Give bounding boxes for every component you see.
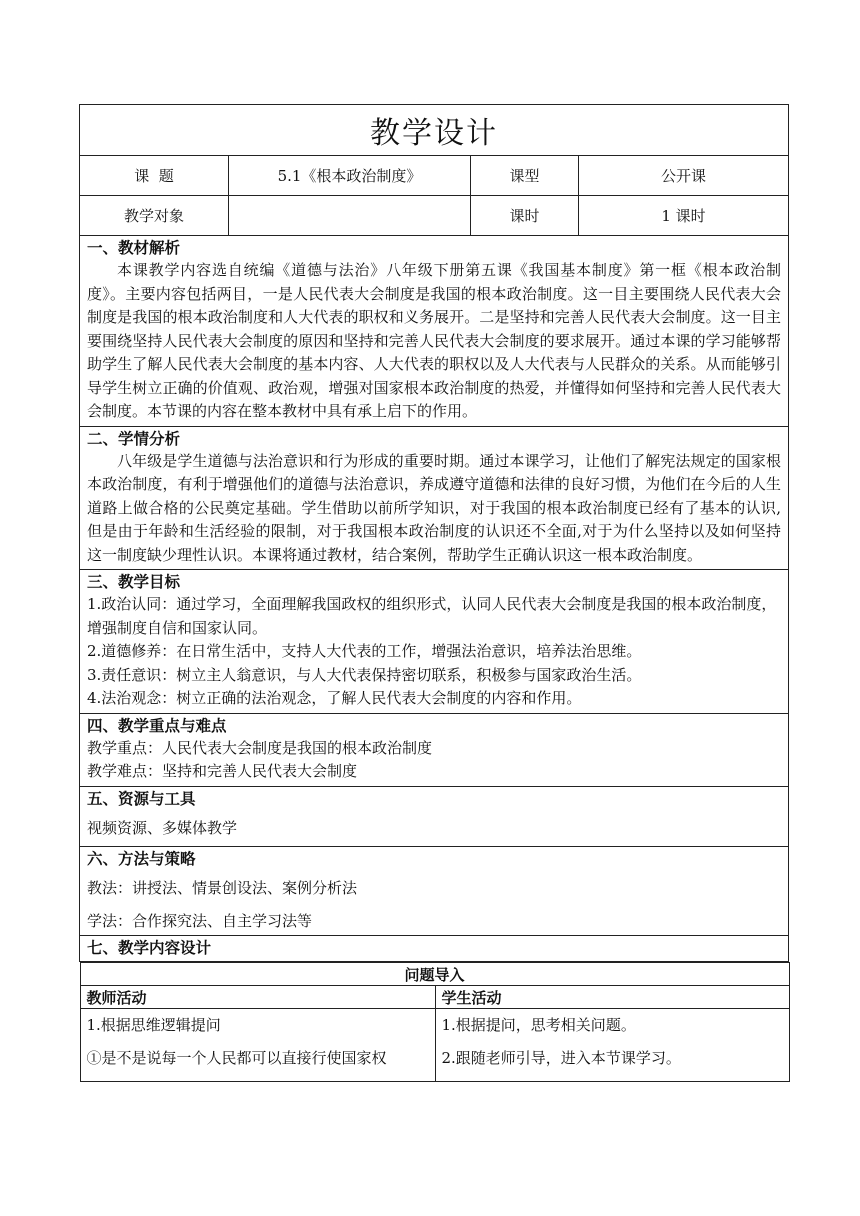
section-teaching-goals [80, 570, 789, 714]
lesson-plan-table [79, 104, 789, 1082]
section-student-analysis [80, 426, 789, 570]
period-value: 1 课时 [579, 196, 789, 236]
student-item: 1.根据提问，思考相关问题。 [441, 1016, 636, 1034]
teacher-activity-header: 教师活动 [80, 986, 435, 1009]
student-item: 2.跟随老师引导，进入本节课学习。 [441, 1049, 681, 1067]
section-key-points [80, 713, 789, 786]
section-heading: 一、教材解析 [87, 239, 181, 257]
student-activity-header: 学生活动 [435, 986, 789, 1009]
period-label: 课时 [471, 196, 579, 236]
lesson-plan-document [79, 104, 788, 1082]
section-body: 本课教学内容选自统编《道德与法治》八年级下册第五课《我国基本制度》第一框《根本政治制度》。主要内容包括两目，一是人民代表大会制度是我国的根本政治制度。这一目主要围绕人民代表大会制度是我国的根本政治制度和人大代表的职权和义务展开。二是坚持和完善人民代表大会制度。这一目主要围绕坚持人民代表大会制度的原因和坚持和完善人民代表大会制度的要求展开。通过本课的学习能够帮助学生了解人民代表大会制度的基本内容、人大代表的职权以及人大代表与人民群众的关系。从而能够引导学生树立正确的价值观、政治观，增强对国家根本政治制度的热爱，并懂得如何坚持和完善人民代表大会制度。本节课的内容在整本教材中具有承上启下的作用。 [87, 261, 781, 420]
teaching-methods: 教法：讲授法、情景创设法、案例分析法 [87, 879, 358, 897]
teacher-item: 1.根据思维逻辑提问 [86, 1016, 221, 1034]
teacher-activity-cell [80, 1009, 435, 1082]
audience-label: 教学对象 [80, 196, 229, 236]
teacher-item: ①是不是说每一个人民都可以直接行使国家权 [86, 1049, 387, 1067]
document-title: 教学设计 [80, 105, 789, 156]
goal-item: 4.法治观念：树立正确的法治观念，了解人民代表大会制度的内容和作用。 [87, 689, 582, 707]
section-body: 八年级是学生道德与法治意识和行为形成的重要时期。通过本课学习，让他们了解宪法规定的国家根本政治制度，有利于增强他们的道德与法治意识，养成遵守道德和法律的良好习惯，为他们在今后的人生道路上做合格的公民奠定基础。学生借助以前所学知识，对于我国的根本政治制度已经有了基本的认识,但是由于年龄和生活经验的限制，对于我国根本政治制度的认识还不全面,对于为什么坚持以及如何坚持这一制度缺少理性认识。本课将通过教材，结合案例，帮助学生正确认识这一根本政治制度。 [87, 451, 781, 564]
section-methods [80, 847, 789, 936]
difficult-point: 教学难点：坚持和完善人民代表大会制度 [87, 762, 358, 780]
type-label: 课型 [471, 156, 579, 196]
section-textbook-analysis [80, 236, 789, 427]
goal-item: 3.责任意识：树立主人翁意识，与人大代表保持密切联系，积极参与国家政治生活。 [87, 665, 642, 684]
section-resources [80, 786, 789, 847]
activity-table [80, 962, 790, 1082]
type-value: 公开课 [579, 156, 789, 196]
goal-item: 2.道德修养：在日常生活中，支持人大代表的工作，增强法治意识，培养法治思维。 [87, 642, 642, 660]
learning-methods: 学法：合作探究法、自主学习法等 [87, 911, 313, 930]
key-point: 教学重点：人民代表大会制度是我国的根本政治制度 [87, 738, 433, 757]
topic-value: 5.1《根本政治制度》 [229, 156, 471, 196]
section-heading: 四、教学重点与难点 [87, 716, 227, 735]
section-heading: 二、学情分析 [87, 429, 181, 448]
section-content-design [80, 936, 789, 962]
section-heading: 六、方法与策略 [87, 850, 196, 868]
activity-subtitle: 问题导入 [80, 963, 789, 986]
section-heading: 三、教学目标 [87, 573, 181, 591]
resources-text: 视频资源、多媒体教学 [87, 818, 238, 837]
activity-container [80, 962, 789, 1083]
goal-item: 1.政治认同：通过学习，全面理解我国政权的组织形式，认同人民代表大会制度是我国的根本政治制度，增强制度自信和国家认同。 [87, 595, 777, 637]
section-heading: 七、教学内容设计 [87, 939, 212, 957]
section-heading: 五、资源与工具 [87, 789, 196, 808]
student-activity-cell [435, 1009, 789, 1082]
audience-value [229, 196, 471, 236]
topic-label: 课 题 [80, 156, 229, 196]
